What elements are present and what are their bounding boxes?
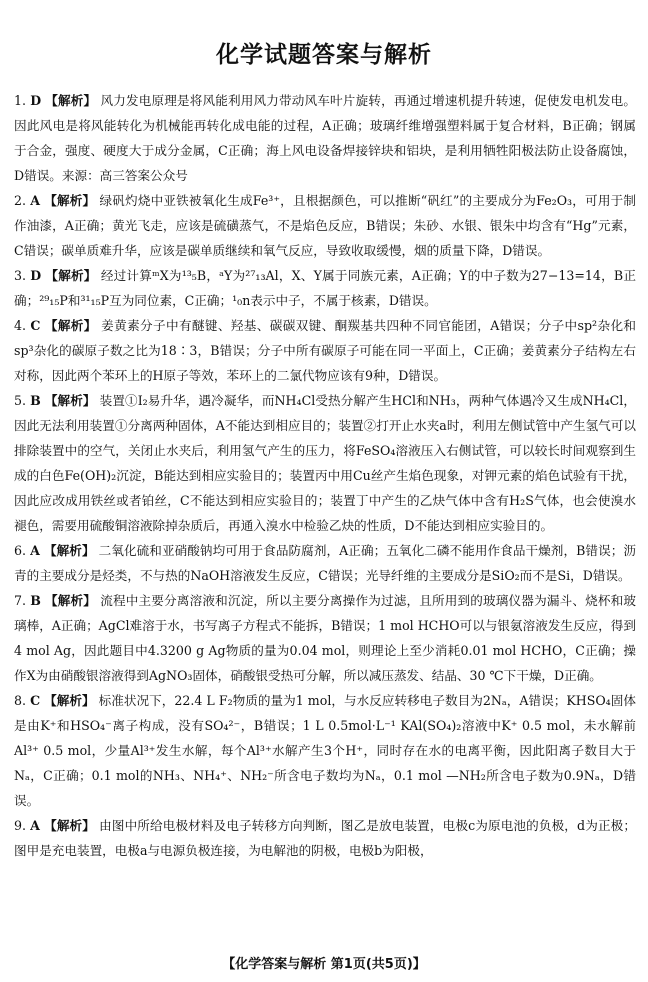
analysis-text: 二氧化硫和亚硝酸钠均可用于食品防腐剂，A正确；五氧化二磷不能用作食品干燥剂，B错误；沥青的主要成分是烃类，不与热的NaOH溶液发生反应，C错误；光导纤维的主要成分是SiO₂而不是Si，D错误。 bbox=[14, 543, 636, 583]
analysis-text: 姜黄素分子中有醚键、羟基、碳碳双键、酮羰基共四种不同官能团，A错误；分子中sp²杂化和sp³杂化的碳原子数之比为18∶3，B错误；分子中所有碳原子可能在同一平面上，C正确；姜黄素分子结构左右对称，因此两个苯环上的H原子等效，苯环上的二氯代物应该有9种，D错误。 bbox=[14, 318, 637, 383]
answer-item bbox=[14, 388, 636, 538]
analysis-text: 标准状况下，22.4 L F₂物质的量为1 mol，与水反应转移电子数目为2Nₐ，A错误；KHSO₄固体是由K⁺和HSO₄⁻离子构成，没有SO₄²⁻，B错误；1 L 0.5mol·L⁻¹ KAl(SO₄)₂溶液中K⁺ 0.5 mol，未水解前Al³⁺ 0.5 mol，少量Al³⁺发生水解，每个Al³⁺水解产生3个H⁺，同时存在水的电离平衡，因此阳离子数目大于Nₐ，C正确；0.1 mol的NH₃、NH₄⁺、NH₂⁻所含电子数均为Nₐ，0.1 mol —NH₂所含电子数为0.9Nₐ，D错误。 bbox=[14, 693, 636, 808]
page-footer bbox=[0, 953, 648, 972]
question-number: 2. bbox=[14, 193, 27, 208]
answer-choice: C bbox=[30, 693, 41, 708]
analysis-label: 【解析】 bbox=[44, 318, 97, 333]
question-number: 1. bbox=[14, 93, 27, 108]
answer-choice: B bbox=[30, 593, 41, 608]
page-title: 化学试题答案与解析 bbox=[216, 42, 432, 68]
analysis-text: 绿矾灼烧中亚铁被氧化生成Fe³⁺，且根据颜色，可以推断“矾红”的主要成分为Fe₂O₃，可用于制作油漆，A正确；黄光飞走，应该是硫磺蒸气，不是焰色反应，B错误；朱砂、水银、银朱中均含有“Hg”元素，C错误；碳单质难升华，应该是碳单质继续和氧气反应，导致收取缓慢，烟的质量下降，D错误。 bbox=[14, 193, 636, 258]
answer-item bbox=[14, 688, 636, 813]
analysis-label: 【解析】 bbox=[44, 818, 95, 833]
analysis-label: 【解析】 bbox=[45, 268, 97, 283]
answer-choice: D bbox=[30, 268, 42, 283]
footer-page-number: 第1页(共5页)】 bbox=[330, 957, 426, 972]
analysis-text: 经过计算ᵐX为¹³₅B，ᵃY为²⁷₁₃Al，X、Y属于同族元素，A正确；Y的中子数为27−13=14，B正确；²⁹₁₅P和³¹₁₅P互为同位素，C正确；¹₀n表示中子，不属于核素，D错误。 bbox=[14, 268, 636, 308]
analysis-label: 【解析】 bbox=[44, 393, 96, 408]
answer-choice: A bbox=[30, 818, 40, 833]
analysis-label: 【解析】 bbox=[43, 543, 95, 558]
analysis-label: 【解析】 bbox=[45, 93, 97, 108]
answer-item bbox=[14, 188, 636, 263]
analysis-label: 【解析】 bbox=[44, 193, 96, 208]
answer-choice: A bbox=[30, 543, 40, 558]
question-number: 4. bbox=[14, 318, 27, 333]
answer-item bbox=[14, 313, 636, 388]
analysis-text: 风力发电原理是将风能利用风力带动风车叶片旋转，再通过增速机提升转速，促使发电机发电。因此风电是将风能转化为机械能再转化成电能的过程，A正确；玻璃纤维增强塑料属于复合材料，B正确；钢属于合金，强度、硬度大于成分金属，C正确；海上风电设备焊接锌块和铝块，是利用牺牲阳极法防止设备腐蚀，D错误。来源：高三答案公众号 bbox=[14, 93, 636, 183]
question-number: 9. bbox=[14, 818, 27, 833]
answer-choice: A bbox=[30, 193, 40, 208]
analysis-text: 装置①I₂易升华，遇冷凝华，而NH₄Cl受热分解产生HCl和NH₃，两种气体遇冷又生成NH₄Cl，因此无法利用装置①分离两种固体，A不能达到相应目的；装置②打开止水夹a时，利用左侧试管中产生氢气可以排除装置中的空气，关闭止水夹后，利用氢气产生的压力，将FeSO₄溶液压入右侧试管，可以较长时间观察到生成的白色Fe(OH)₂沉淀，B能达到相应实验目的；装置丙中用Cu丝产生焰色现象，对钾元素的焰色试验有干扰，因此应改成用铁丝或者铂丝，C不能达到相应实验目的；装置丁中产生的乙炔气体中含有H₂S气体，也会使溴水褪色，需要用硫酸铜溶液除掉杂质后，再通入溴水中检验乙炔的性质，D不能达到相应实验目的。 bbox=[14, 393, 637, 533]
analysis-text: 由图中所给电极材料及电子转移方向判断，图乙是放电装置，电极c为原电池的负极，d为正极；图甲是充电装置，电极a与电源负极连接，为电解池的阴极，电极b为阳极， bbox=[14, 818, 636, 858]
analysis-label: 【解析】 bbox=[44, 693, 95, 708]
analysis-label: 【解析】 bbox=[45, 593, 97, 608]
answer-item bbox=[14, 588, 636, 688]
answer-choice: C bbox=[30, 318, 41, 333]
question-number: 3. bbox=[14, 268, 27, 283]
question-number: 8. bbox=[14, 693, 27, 708]
question-number: 5. bbox=[14, 393, 27, 408]
analysis-text: 流程中主要分离溶液和沉淀，所以主要分离操作为过滤，且所用到的玻璃仪器为漏斗、烧杯和玻璃棒，A正确；AgCl难溶于水，书写离子方程式不能拆，B错误；1 mol HCHO可以与银氨溶液发生反应，得到4 mol Ag，因此题目中4.3200 g Ag物质的量为0.04 mol，则理论上至少消耗0.01 mol HCHO，C正确；操作X为由硝酸银溶液得到AgNO₃固体，硝酸银受热可分解，所以减压蒸发、结晶、30 ℃下干燥，D正确。 bbox=[14, 593, 636, 683]
answer-item bbox=[14, 538, 636, 588]
answer-item bbox=[14, 263, 636, 313]
question-number: 6. bbox=[14, 543, 27, 558]
answer-list bbox=[14, 88, 636, 863]
answer-choice: B bbox=[30, 393, 41, 408]
answer-choice: D bbox=[30, 93, 42, 108]
footer-section: 【化学答案与解析 bbox=[222, 957, 327, 972]
question-number: 7. bbox=[14, 593, 27, 608]
answer-item bbox=[14, 88, 636, 188]
answer-item bbox=[14, 813, 636, 863]
